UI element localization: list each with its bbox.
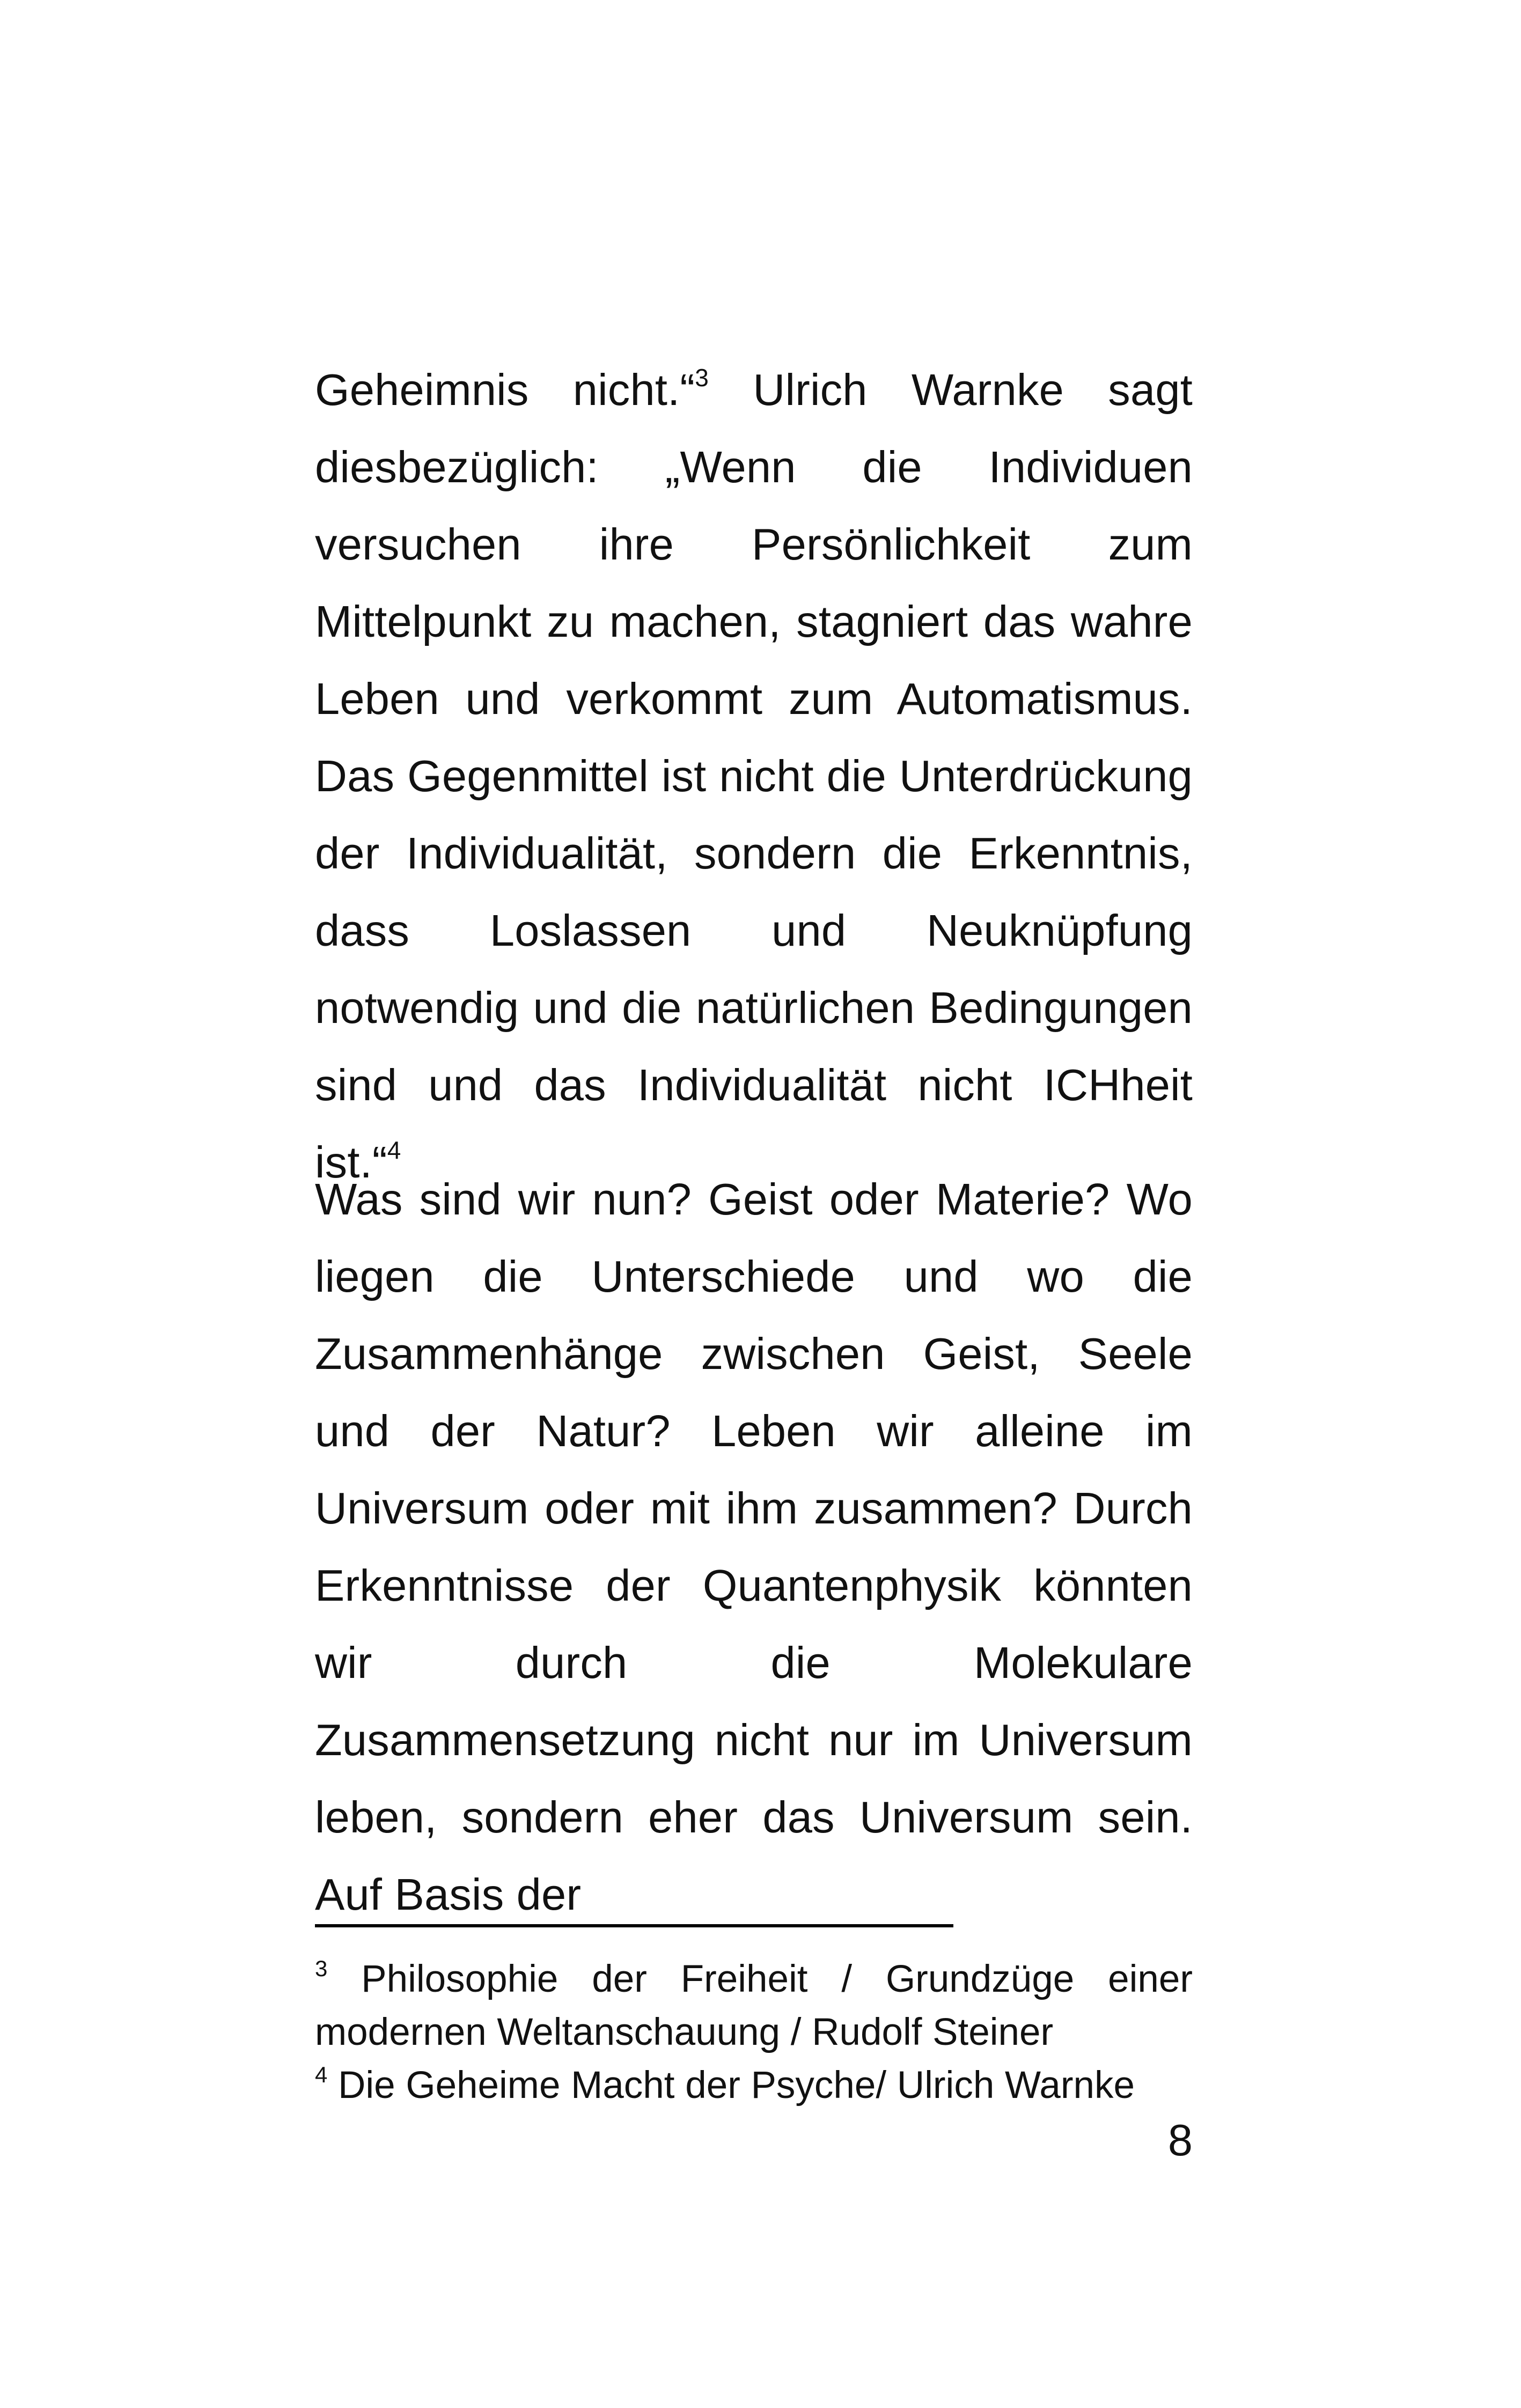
footnote-4-text: Die Geheime Macht der Psyche/ Ulrich Warnke [327,2064,1135,2107]
footnote-4-marker: 4 [315,2062,328,2088]
footnote-reference-4: 4 [387,1136,401,1165]
body-paragraph-2: Was sind wir nun? Geist oder Materie? Wo liegen die Unterschiede und wo die Zusammenhänge zwischen Geist, Seele und der Natur? Leben wir alleine im Universum oder mit ihm zusammen? Durch Erkenntnisse der Quantenphysik könnten wir durch die Molekulare Zusammensetzung nicht nur im Universum leben, sondern eher das Universum sein. Auf Basis der [315,1174,1193,1919]
footnote-reference-3: 3 [695,364,709,392]
footnote-separator [315,1924,953,1927]
paragraph-1-text-b: Ulrich Warnke sagt diesbezüglich: „Wenn die Individuen versuchen ihre Persönlichkeit zum Mittelpunkt zu machen, stagniert das wahre Leben und verkommt zum Automatismus. Das Gegenmittel ist nicht die Unterdrückung der Individualität, sondern die Erkenntnis, dass Loslassen und Neuknüpfung notwendig und die natürlichen Bedingungen sind und das Individualität nicht ICHheit ist.“ [315,365,1193,1187]
footnotes-section [315,1953,1193,2112]
body-paragraph-1 [315,351,1193,1201]
footnote-3 [315,1953,1193,2059]
footnote-4 [315,2059,1193,2112]
page-number: 8 [1167,2115,1193,2165]
footnote-3-text: Philosophie der Freiheit / Grundzüge einer modernen Weltanschauung / Rudolf Steiner [315,1958,1193,2053]
paragraph-1-text-a: Geheimnis nicht.“ [315,365,695,415]
footnote-3-marker: 3 [315,1956,328,1982]
